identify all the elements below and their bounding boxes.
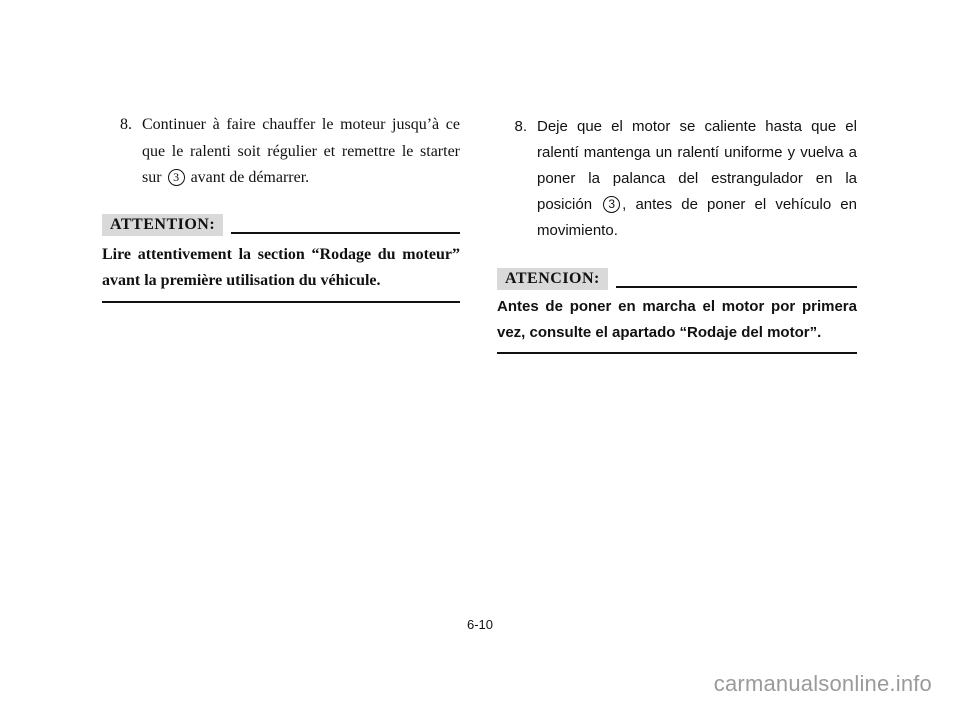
spanish-atencion-rule <box>616 286 857 288</box>
spanish-step-text-after: , antes de poner el vehículo en movimiento. <box>537 196 857 239</box>
watermark: carmanualsonline.info <box>713 671 932 696</box>
spanish-atencion-text: Antes de poner en marcha el motor por primera vez, consulte el apartado “Rodaje del motor”. <box>497 298 857 341</box>
spanish-atencion-label: ATENCION: <box>497 268 608 290</box>
spanish-column <box>497 114 857 354</box>
french-column <box>102 112 460 303</box>
spanish-atencion-end-rule <box>497 352 857 354</box>
french-step-text <box>142 112 460 192</box>
page-number: 6-10 <box>466 617 494 632</box>
spanish-step-8 <box>497 114 857 244</box>
spanish-step-text <box>537 114 857 244</box>
french-step-text-before: Continuer à faire chauffer le moteur jusqu’à ce que le ralenti soit régulier et remettre le starter sur <box>142 116 460 186</box>
french-step-8 <box>102 112 460 192</box>
french-attention-rule <box>231 232 460 234</box>
french-step-number: 8. <box>120 116 132 133</box>
spanish-step-number: 8. <box>514 118 527 135</box>
french-attention-label: ATTENTION: <box>102 214 223 236</box>
circled-number-3-icon: 3 <box>603 196 620 213</box>
spanish-atencion-header <box>497 268 857 290</box>
spanish-step-text-before: Deje que el motor se caliente hasta que el ralentí mantenga un ralentí uniforme y vuelva a poner la palanca del estrangulador en la posición <box>537 118 857 213</box>
french-step-text-after: avant de démarrer. <box>190 169 310 186</box>
french-attention-end-rule <box>102 301 460 303</box>
french-attention-text: Lire attentivement la section “Rodage du moteur” avant la première utilisation du véhicule. <box>102 245 460 289</box>
circled-number-3-icon: 3 <box>168 169 185 186</box>
french-attention-header <box>102 214 460 236</box>
